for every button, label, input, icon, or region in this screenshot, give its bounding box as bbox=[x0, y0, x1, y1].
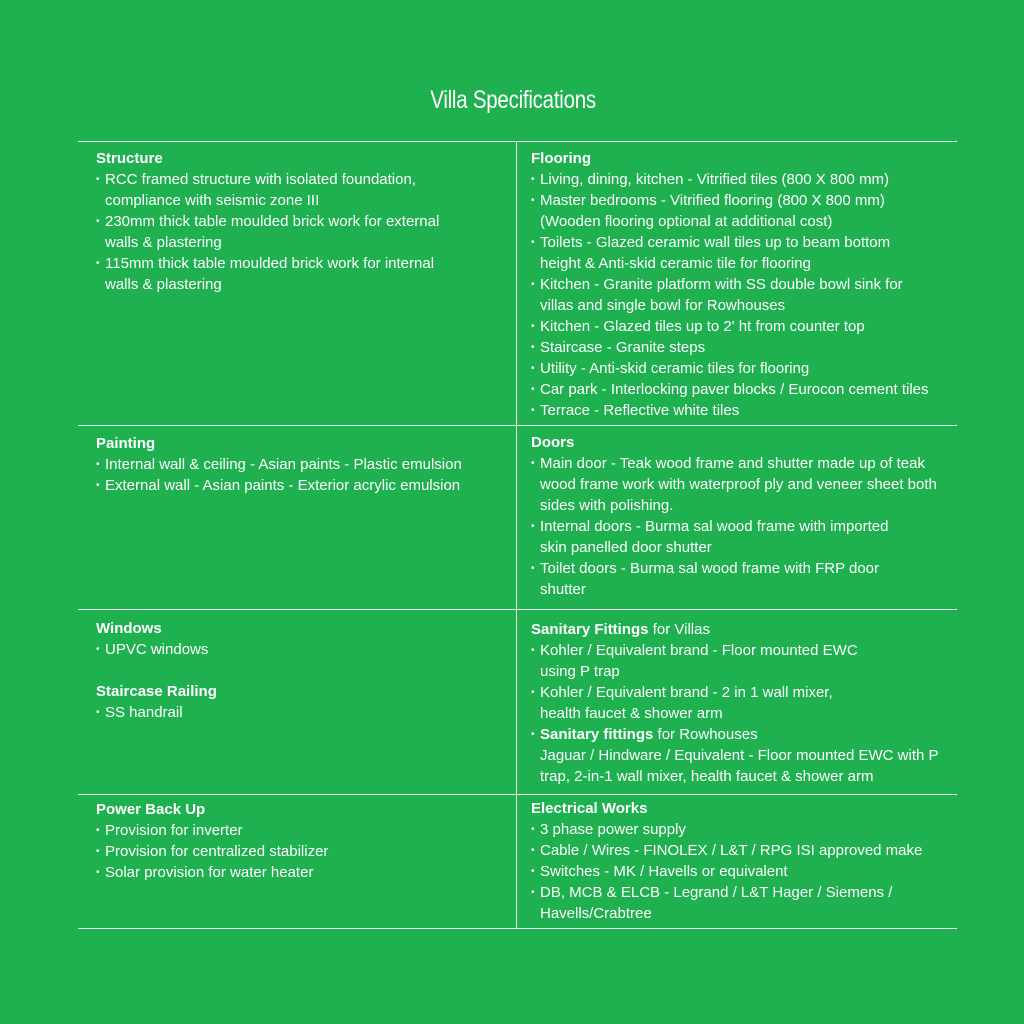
bullet: • bbox=[531, 687, 535, 698]
list-item-text: 3 phase power supply bbox=[540, 821, 686, 838]
electrical-heading: Electrical Works bbox=[531, 800, 648, 817]
table-top-rule bbox=[78, 141, 957, 142]
sanitary-rowhouses-line-2: trap, 2-in-1 wall mixer, health faucet & shower arm bbox=[540, 768, 874, 785]
bullet: • bbox=[96, 644, 100, 655]
flooring-list bbox=[531, 169, 981, 421]
bullet: • bbox=[531, 237, 535, 248]
bullet: • bbox=[531, 645, 535, 656]
list-item-continuation: wood frame work with waterproof ply and veneer sheet both bbox=[540, 476, 937, 493]
power-section bbox=[96, 799, 510, 883]
power-list bbox=[96, 820, 510, 883]
list-item-text: Provision for inverter bbox=[105, 822, 243, 839]
list-item bbox=[531, 316, 981, 337]
row-divider-2 bbox=[78, 609, 957, 610]
painting-list bbox=[96, 454, 510, 496]
list-item bbox=[96, 862, 510, 883]
windows-heading: Windows bbox=[96, 620, 162, 637]
bullet: • bbox=[96, 707, 100, 718]
list-item-continuation: sides with polishing. bbox=[540, 497, 674, 514]
list-item-continuation: height & Anti-skid ceramic tile for flooring bbox=[540, 255, 811, 272]
list-item bbox=[96, 639, 510, 660]
bullet: • bbox=[96, 825, 100, 836]
list-item bbox=[531, 337, 981, 358]
list-item bbox=[531, 379, 981, 400]
bullet: • bbox=[96, 258, 100, 269]
bullet: • bbox=[531, 729, 535, 740]
list-item bbox=[531, 640, 981, 661]
doors-list bbox=[531, 453, 981, 600]
list-item-text: External wall - Asian paints - Exterior acrylic emulsion bbox=[105, 477, 461, 494]
bullet: • bbox=[96, 846, 100, 857]
bullet: • bbox=[531, 887, 535, 898]
column-divider bbox=[516, 141, 517, 928]
electrical-list bbox=[531, 819, 981, 924]
list-item bbox=[531, 840, 981, 861]
list-item-text: Toilet doors - Burma sal wood frame with FRP door bbox=[540, 560, 880, 577]
list-item bbox=[531, 400, 981, 421]
list-item bbox=[96, 841, 510, 862]
list-item bbox=[531, 516, 981, 537]
row-divider-3 bbox=[78, 794, 957, 795]
list-item-text: Solar provision for water heater bbox=[105, 864, 314, 881]
structure-list bbox=[96, 169, 510, 295]
list-item bbox=[531, 682, 981, 703]
list-item-text: Kohler / Equivalent brand - 2 in 1 wall mixer, bbox=[540, 684, 833, 701]
bullet: • bbox=[531, 563, 535, 574]
staircase-railing-list bbox=[96, 702, 510, 723]
flooring-heading: Flooring bbox=[531, 150, 591, 167]
list-item bbox=[96, 211, 510, 232]
list-item-text: Living, dining, kitchen - Vitrified tiles (800 X 800 mm) bbox=[540, 171, 890, 188]
bullet: • bbox=[531, 405, 535, 416]
list-item bbox=[96, 253, 510, 274]
list-item-text: Provision for centralized stabilizer bbox=[105, 843, 329, 860]
list-item-continuation: health faucet & shower arm bbox=[540, 705, 723, 722]
list-item-continuation: shutter bbox=[540, 581, 586, 598]
sanitary-rowhouses-rest: for Rowhouses bbox=[653, 726, 758, 743]
row-divider-1 bbox=[78, 425, 957, 426]
table-bottom-rule bbox=[78, 928, 957, 929]
bullet: • bbox=[96, 867, 100, 878]
list-item-text: Terrace - Reflective white tiles bbox=[540, 402, 740, 419]
sanitary-section bbox=[531, 619, 981, 787]
list-item-text: Switches - MK / Havells or equivalent bbox=[540, 863, 788, 880]
list-item-text: Internal wall & ceiling - Asian paints - Plastic emulsion bbox=[105, 456, 462, 473]
list-item-continuation: villas and single bowl for Rowhouses bbox=[540, 297, 786, 314]
bullet: • bbox=[531, 174, 535, 185]
list-item bbox=[531, 558, 981, 579]
sanitary-list bbox=[531, 640, 981, 724]
list-item-continuation: skin panelled door shutter bbox=[540, 539, 712, 556]
bullet: • bbox=[531, 195, 535, 206]
list-item-text: Kitchen - Glazed tiles up to 2' ht from counter top bbox=[540, 318, 865, 335]
list-item bbox=[531, 274, 981, 295]
painting-section bbox=[96, 433, 510, 496]
list-item-text: 230mm thick table moulded brick work for external bbox=[105, 213, 440, 230]
list-item-continuation: compliance with seismic zone III bbox=[105, 192, 320, 209]
sanitary-rowhouses-line-1: Jaguar / Hindware / Equivalent - Floor mounted EWC with P bbox=[540, 747, 939, 764]
sanitary-heading bbox=[531, 619, 981, 640]
list-item-continuation: walls & plastering bbox=[105, 234, 222, 251]
sanitary-heading-bold: Sanitary Fittings bbox=[531, 621, 649, 638]
structure-heading: Structure bbox=[96, 150, 163, 167]
list-item-continuation: Havells/Crabtree bbox=[540, 905, 652, 922]
bullet: • bbox=[96, 480, 100, 491]
electrical-section bbox=[531, 798, 981, 924]
power-heading: Power Back Up bbox=[96, 801, 206, 818]
doors-heading: Doors bbox=[531, 434, 575, 451]
sanitary-rowhouses-item bbox=[531, 724, 981, 745]
windows-section bbox=[96, 618, 510, 723]
list-item bbox=[531, 861, 981, 882]
page-title: Villa Specifications bbox=[430, 86, 596, 114]
bullet: • bbox=[531, 866, 535, 877]
list-item bbox=[531, 882, 981, 903]
bullet: • bbox=[531, 363, 535, 374]
list-item-text: Toilets - Glazed ceramic wall tiles up to beam bottom bbox=[540, 234, 891, 251]
list-item-text: Cable / Wires - FINOLEX / L&T / RPG ISI approved make bbox=[540, 842, 923, 859]
list-item-text: DB, MCB & ELCB - Legrand / L&T Hager / Siemens / bbox=[540, 884, 893, 901]
list-item-text: Utility - Anti-skid ceramic tiles for flooring bbox=[540, 360, 810, 377]
list-item bbox=[96, 454, 510, 475]
list-item-text: RCC framed structure with isolated foundation, bbox=[105, 171, 416, 188]
list-item-text: Main door - Teak wood frame and shutter made up of teak bbox=[540, 455, 925, 472]
bullet: • bbox=[531, 384, 535, 395]
list-item bbox=[531, 819, 981, 840]
list-item-continuation: walls & plastering bbox=[105, 276, 222, 293]
bullet: • bbox=[96, 459, 100, 470]
bullet: • bbox=[96, 174, 100, 185]
list-item-continuation: using P trap bbox=[540, 663, 620, 680]
list-item bbox=[96, 820, 510, 841]
bullet: • bbox=[531, 845, 535, 856]
list-item-text: UPVC windows bbox=[105, 641, 209, 658]
list-item-text: Staircase - Granite steps bbox=[540, 339, 706, 356]
list-item-text: Kitchen - Granite platform with SS double bowl sink for bbox=[540, 276, 903, 293]
list-item-text: Master bedrooms - Vitrified flooring (800 X 800 mm) bbox=[540, 192, 885, 209]
bullet: • bbox=[531, 279, 535, 290]
list-item bbox=[96, 475, 510, 496]
list-item-text: Car park - Interlocking paver blocks / Eurocon cement tiles bbox=[540, 381, 929, 398]
list-item-text: Internal doors - Burma sal wood frame with imported bbox=[540, 518, 889, 535]
painting-heading: Painting bbox=[96, 435, 156, 452]
list-item bbox=[531, 190, 981, 211]
structure-section bbox=[96, 148, 510, 295]
staircase-railing-heading: Staircase Railing bbox=[96, 683, 217, 700]
list-item bbox=[531, 232, 981, 253]
list-item-continuation: (Wooden flooring optional at additional cost) bbox=[540, 213, 833, 230]
bullet: • bbox=[96, 216, 100, 227]
bullet: • bbox=[531, 824, 535, 835]
flooring-section bbox=[531, 148, 981, 421]
doors-section bbox=[531, 432, 981, 600]
list-item bbox=[531, 169, 981, 190]
list-item-text: SS handrail bbox=[105, 704, 183, 721]
list-item bbox=[96, 702, 510, 723]
sanitary-rowhouses-bold: Sanitary fittings bbox=[540, 726, 654, 743]
list-item-text: 115mm thick table moulded brick work for internal bbox=[105, 255, 435, 272]
bullet: • bbox=[531, 521, 535, 532]
list-item bbox=[531, 453, 981, 474]
bullet: • bbox=[531, 321, 535, 332]
list-item-text: Kohler / Equivalent brand - Floor mounted EWC bbox=[540, 642, 858, 659]
list-item bbox=[96, 169, 510, 190]
windows-list bbox=[96, 639, 510, 660]
bullet: • bbox=[531, 458, 535, 469]
sanitary-heading-rest: for Villas bbox=[648, 621, 710, 638]
list-item bbox=[531, 358, 981, 379]
bullet: • bbox=[531, 342, 535, 353]
